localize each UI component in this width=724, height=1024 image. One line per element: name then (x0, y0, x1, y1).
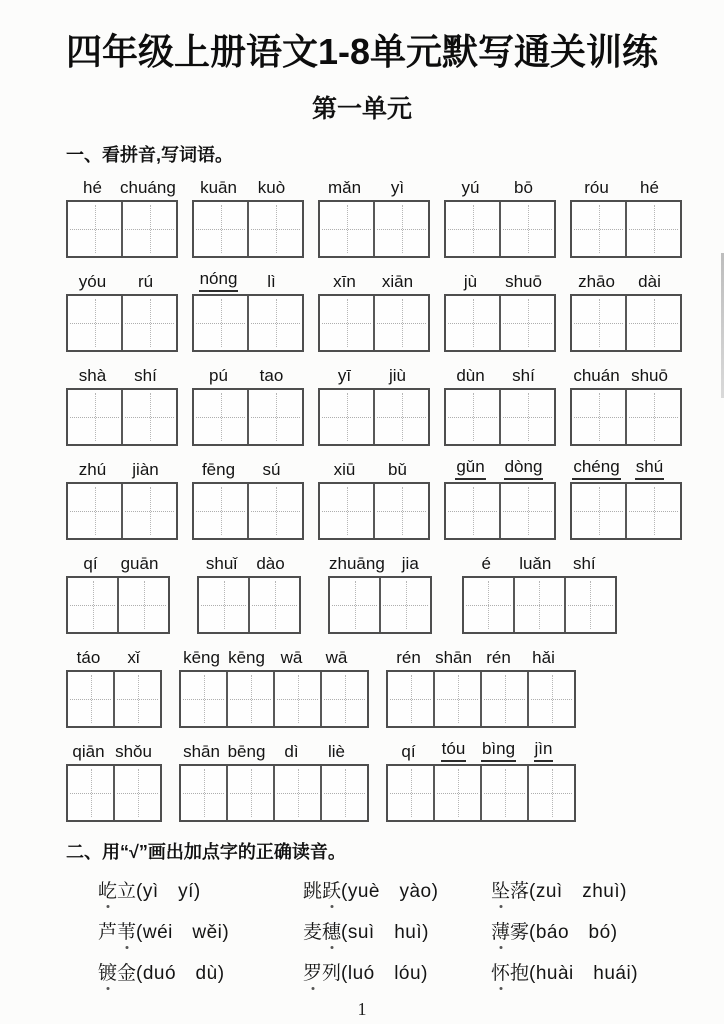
pinyin-syllable: shǒu (115, 742, 152, 762)
pinyin-syllable: é (481, 554, 492, 574)
pinyin-syllable: shí (512, 366, 535, 386)
pinyin-syllable: rén (486, 648, 511, 668)
pinyin-labels (192, 365, 304, 386)
writing-box (66, 200, 178, 258)
pronunciation-item (491, 917, 724, 944)
answer-cell[interactable] (446, 390, 499, 444)
word-row (66, 741, 724, 822)
word-group (318, 271, 430, 352)
pinyin-syllable-underlined: chéng (570, 459, 623, 480)
answer-cell[interactable] (373, 390, 428, 444)
answer-cell[interactable] (433, 766, 480, 820)
answer-cell[interactable] (572, 390, 625, 444)
answer-cell[interactable] (373, 202, 428, 256)
writing-box (318, 482, 430, 540)
pinyin-labels (570, 365, 682, 386)
pinyin-labels (66, 553, 170, 574)
pinyin-syllable: guān (120, 554, 159, 574)
pinyin-syllable-underlined: jìn (521, 741, 566, 762)
pinyin-syllable: bō (514, 178, 533, 198)
word-group (462, 553, 617, 634)
pinyin-syllable: kēng (228, 648, 265, 668)
answer-cell[interactable] (625, 390, 680, 444)
word-group (192, 177, 304, 258)
pinyin-syllable: jiàn (132, 460, 159, 480)
writing-box (66, 764, 162, 822)
pinyin-labels (66, 271, 178, 292)
pinyin-syllable-underlined: dòng (497, 459, 550, 480)
pinyin-labels (66, 177, 178, 198)
answer-cell[interactable] (499, 484, 554, 538)
pronunciation-options[interactable]: (yuè yào) (341, 881, 439, 902)
word-group (179, 741, 369, 822)
answer-cell[interactable] (121, 484, 176, 538)
pronunciation-item (303, 876, 491, 903)
pinyin-syllable: táo (76, 648, 101, 668)
pinyin-labels (318, 271, 430, 292)
answer-cell[interactable] (68, 578, 117, 632)
pinyin-syllable: mǎn (327, 178, 362, 198)
writing-box (386, 764, 576, 822)
pronunciation-item (491, 958, 724, 985)
pinyin-syllable: hǎi (532, 648, 555, 668)
pinyin-labels (444, 177, 556, 198)
answer-cell[interactable] (330, 578, 379, 632)
answer-cell[interactable] (121, 296, 176, 350)
word-group (66, 647, 162, 728)
pinyin-syllable: yóu (78, 272, 107, 292)
answer-cell[interactable] (247, 202, 302, 256)
answer-cell[interactable] (247, 390, 302, 444)
pinyin-labels (197, 553, 301, 574)
pinyin-syllable: qí (83, 554, 98, 574)
word-group (328, 553, 435, 634)
pinyin-labels (66, 647, 162, 668)
word-group (570, 459, 682, 540)
pinyin-labels (179, 741, 369, 762)
word-row (66, 553, 724, 634)
writing-box (66, 670, 162, 728)
writing-box (318, 200, 430, 258)
pinyin-syllable: jia (401, 554, 419, 574)
word-group (192, 271, 304, 352)
word-group (66, 177, 178, 258)
pinyin-labels (570, 177, 682, 198)
pinyin-syllable: tao (259, 366, 284, 386)
pronunciation-item (303, 917, 491, 944)
answer-cell[interactable] (625, 202, 680, 256)
pronunciation-options[interactable]: (zuì zhuì) (529, 881, 627, 902)
word-row (66, 647, 724, 728)
answer-cell[interactable] (320, 202, 373, 256)
pinyin-syllable: kuān (200, 178, 237, 198)
writing-box (192, 388, 304, 446)
pinyin-labels (444, 365, 556, 386)
pinyin-syllable-underlined: nóng (192, 271, 245, 292)
character: 芦 (98, 922, 118, 943)
writing-box (444, 482, 556, 540)
answer-cell[interactable] (564, 578, 615, 632)
character: 跳 (303, 881, 323, 902)
word-row (66, 177, 724, 258)
pronunciation-options[interactable]: (luó lóu) (341, 963, 428, 984)
writing-box (444, 388, 556, 446)
pinyin-syllable: rú (137, 272, 154, 292)
answer-cell[interactable] (68, 390, 121, 444)
pronunciation-item (303, 958, 491, 985)
word-group (192, 365, 304, 446)
pinyin-syllable: yú (461, 178, 480, 198)
pinyin-syllable: shí (572, 554, 596, 574)
answer-cell[interactable] (68, 672, 113, 726)
pinyin-syllable: xǐ (127, 648, 140, 668)
pronunciation-options[interactable]: (báo bó) (529, 922, 618, 943)
answer-cell[interactable] (446, 484, 499, 538)
answer-cell[interactable] (117, 578, 168, 632)
pinyin-labels (386, 741, 576, 762)
pinyin-labels (386, 647, 576, 668)
pinyin-syllable: róu (584, 178, 609, 198)
pronunciation-options[interactable]: (huài huái) (529, 963, 639, 984)
pinyin-syllable: bǔ (388, 460, 407, 480)
pronunciation-options[interactable]: (wéi wěi) (136, 922, 230, 943)
word-group (66, 459, 178, 540)
answer-cell[interactable] (625, 484, 680, 538)
answer-cell[interactable] (388, 766, 433, 820)
answer-cell[interactable] (513, 578, 564, 632)
pinyin-syllable: shān (183, 742, 220, 762)
pinyin-syllable: xiū (333, 460, 356, 480)
dotted-character: 穗 (322, 917, 341, 944)
writing-box (444, 200, 556, 258)
word-row (66, 271, 724, 352)
answer-cell[interactable] (572, 296, 625, 350)
answer-cell[interactable] (68, 484, 121, 538)
page-title: 四年级上册语文1-8单元默写通关训练 (65, 31, 659, 72)
answer-cell[interactable] (121, 390, 176, 444)
pinyin-syllable: rén (396, 648, 421, 668)
writing-box (197, 576, 301, 634)
pinyin-syllable: xiān (381, 272, 414, 292)
pinyin-syllable: lì (267, 272, 276, 292)
answer-cell[interactable] (320, 766, 367, 820)
word-group (318, 177, 430, 258)
pinyin-labels (328, 553, 435, 574)
character: 金 (117, 963, 137, 984)
character: 抱 (510, 963, 530, 984)
dotted-character: 跃 (322, 876, 341, 903)
word-group (192, 459, 304, 540)
answer-cell[interactable] (113, 672, 160, 726)
answer-cell[interactable] (480, 766, 527, 820)
answer-cell[interactable] (527, 672, 574, 726)
word-group (66, 271, 178, 352)
answer-cell[interactable] (194, 202, 247, 256)
pinyin-syllable: kuò (257, 178, 286, 198)
writing-box (192, 294, 304, 352)
word-group (444, 271, 556, 352)
answer-cell[interactable] (113, 766, 160, 820)
word-group (318, 365, 430, 446)
pinyin-syllable: hé (83, 178, 102, 198)
answer-cell[interactable] (499, 296, 554, 350)
pinyin-syllable-underlined: shú (623, 459, 676, 480)
answer-cell[interactable] (194, 484, 247, 538)
word-group (570, 177, 682, 258)
writing-box (192, 200, 304, 258)
pinyin-labels (179, 647, 369, 668)
pinyin-syllable: zhú (78, 460, 107, 480)
word-row (66, 365, 724, 446)
pronunciation-item (98, 876, 303, 903)
pinyin-labels (66, 365, 178, 386)
answer-cell[interactable] (373, 296, 428, 350)
answer-cell[interactable] (121, 202, 176, 256)
answer-cell[interactable] (273, 672, 320, 726)
pinyin-syllable: qiān (72, 742, 105, 762)
word-group (444, 459, 556, 540)
answer-cell[interactable] (248, 578, 299, 632)
answer-cell[interactable] (572, 202, 625, 256)
pinyin-syllable-underlined: tóu (431, 741, 476, 762)
pronunciation-item (98, 917, 303, 944)
writing-box (179, 670, 369, 728)
word-group (66, 741, 162, 822)
writing-box (179, 764, 369, 822)
word-group (386, 741, 576, 822)
word-group (444, 365, 556, 446)
pinyin-syllable: shān (435, 648, 472, 668)
answer-cell[interactable] (320, 390, 373, 444)
pinyin-syllable: yī (337, 366, 352, 386)
answer-cell[interactable] (625, 296, 680, 350)
pinyin-syllable: shí (134, 366, 157, 386)
answer-cell[interactable] (388, 672, 433, 726)
pinyin-labels (66, 459, 178, 480)
pinyin-syllable: shuō (631, 366, 668, 386)
answer-cell[interactable] (226, 672, 273, 726)
answer-cell[interactable] (499, 202, 554, 256)
writing-box (570, 294, 682, 352)
dotted-character: 罗 (303, 958, 322, 985)
writing-box (570, 200, 682, 258)
pinyin-syllable: wā (280, 648, 303, 668)
answer-cell[interactable] (68, 766, 113, 820)
answer-cell[interactable] (320, 672, 367, 726)
pinyin-syllable: fēng (201, 460, 236, 480)
answer-cell[interactable] (247, 484, 302, 538)
answer-cell[interactable] (373, 484, 428, 538)
word-group (179, 647, 369, 728)
answer-cell[interactable] (320, 296, 373, 350)
answer-cell[interactable] (320, 484, 373, 538)
word-group (386, 647, 576, 728)
pronunciation-options[interactable]: (suì huì) (341, 922, 429, 943)
pinyin-syllable: pú (209, 366, 228, 386)
answer-cell[interactable] (226, 766, 273, 820)
writing-box (328, 576, 432, 634)
dotted-character: 镀 (98, 958, 117, 985)
pinyin-labels (444, 271, 556, 292)
answer-cell[interactable] (446, 296, 499, 350)
pinyin-labels (318, 365, 430, 386)
page-number: 1 (357, 999, 367, 1019)
character: 落 (510, 881, 530, 902)
writing-box (318, 388, 430, 446)
pinyin-syllable: shuō (505, 272, 542, 292)
writing-box (570, 482, 682, 540)
pinyin-labels (462, 553, 617, 574)
pronunciation-options[interactable]: (duó dù) (136, 963, 225, 984)
dotted-character: 怀 (491, 958, 510, 985)
writing-box (462, 576, 617, 634)
word-group (318, 459, 430, 540)
answer-cell[interactable] (247, 296, 302, 350)
writing-box (66, 482, 178, 540)
pinyin-labels (318, 177, 430, 198)
answer-cell[interactable] (273, 766, 320, 820)
answer-cell[interactable] (194, 390, 247, 444)
section1-heading: 一、看拼音,写词语。 (66, 145, 234, 165)
answer-cell[interactable] (433, 672, 480, 726)
pinyin-labels (192, 459, 304, 480)
answer-cell[interactable] (464, 578, 513, 632)
answer-cell[interactable] (499, 390, 554, 444)
pinyin-syllable: liè (327, 742, 345, 762)
character: 雾 (510, 922, 530, 943)
writing-box (444, 294, 556, 352)
pronunciation-item (98, 958, 303, 985)
writing-box (386, 670, 576, 728)
section2-heading: 二、用“√”画出加点字的正确读音。 (66, 842, 346, 862)
character: 立 (117, 881, 137, 902)
pinyin-syllable-underlined: gǔn (444, 459, 497, 480)
pinyin-labels (192, 271, 304, 292)
pinyin-syllable: chuán (573, 366, 620, 386)
writing-box (192, 482, 304, 540)
dotted-character: 苇 (117, 917, 136, 944)
word-row (66, 459, 724, 540)
dotted-character: 屹 (98, 876, 117, 903)
character: 列 (322, 963, 342, 984)
writing-box (66, 576, 170, 634)
pinyin-syllable: dài (638, 272, 661, 292)
pinyin-rows (66, 177, 724, 822)
writing-box (66, 294, 178, 352)
pinyin-syllable: dùn (456, 366, 485, 386)
answer-cell[interactable] (379, 578, 430, 632)
character: 麦 (303, 922, 323, 943)
answer-cell[interactable] (527, 766, 574, 820)
pinyin-syllable: dì (284, 742, 299, 762)
pinyin-syllable: bēng (227, 742, 266, 762)
pinyin-syllable: zhuāng (329, 554, 385, 574)
pinyin-syllable: wā (325, 648, 348, 668)
pinyin-syllable: zhāo (578, 272, 615, 292)
pinyin-syllable: dào (256, 554, 285, 574)
word-group (197, 553, 301, 634)
pinyin-labels (192, 177, 304, 198)
word-group (66, 553, 170, 634)
pinyin-syllable: xīn (333, 272, 356, 292)
writing-box (66, 388, 178, 446)
word-group (66, 365, 178, 446)
pinyin-syllable: yì (390, 178, 405, 198)
dotted-character: 坠 (491, 876, 510, 903)
answer-cell[interactable] (181, 672, 226, 726)
pinyin-labels (318, 459, 430, 480)
pinyin-labels (570, 271, 682, 292)
pinyin-syllable: chuáng (120, 178, 176, 198)
pinyin-syllable-underlined: bìng (476, 741, 521, 762)
pronunciation-options[interactable]: (yì yí) (136, 881, 201, 902)
answer-cell[interactable] (480, 672, 527, 726)
answer-cell[interactable] (68, 296, 121, 350)
answer-cell[interactable] (199, 578, 248, 632)
pinyin-labels (444, 459, 556, 480)
pinyin-syllable: sú (262, 460, 281, 480)
word-group (570, 271, 682, 352)
pinyin-syllable: qí (401, 742, 416, 762)
pinyin-labels (66, 741, 162, 762)
answer-cell[interactable] (181, 766, 226, 820)
pinyin-syllable: kēng (183, 648, 220, 668)
pronunciation-item (491, 876, 724, 903)
pinyin-labels (570, 459, 682, 480)
word-group (570, 365, 682, 446)
pinyin-syllable: luǎn (519, 554, 552, 574)
pronunciation-grid (98, 876, 724, 985)
word-group (444, 177, 556, 258)
pinyin-syllable: jiù (388, 366, 406, 386)
answer-cell[interactable] (68, 202, 121, 256)
pinyin-syllable: hé (640, 178, 659, 198)
answer-cell[interactable] (194, 296, 247, 350)
writing-box (570, 388, 682, 446)
answer-cell[interactable] (572, 484, 625, 538)
dotted-character: 薄 (491, 917, 510, 944)
pinyin-syllable: shuǐ (205, 554, 238, 574)
pinyin-syllable: jù (463, 272, 478, 292)
pinyin-syllable: shà (78, 366, 107, 386)
answer-cell[interactable] (446, 202, 499, 256)
unit-subtitle: 第一单元 (311, 95, 412, 123)
writing-box (318, 294, 430, 352)
